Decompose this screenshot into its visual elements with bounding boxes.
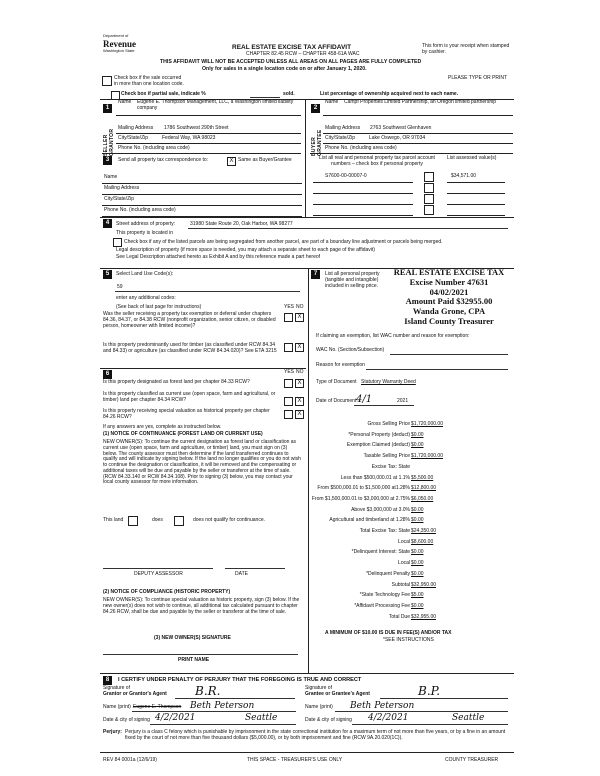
logo-dept: Department of	[103, 33, 129, 38]
additional-codes: enter any additional codes:	[116, 295, 176, 301]
multi-location-text: Check box if the sale occurred in more than one location code.	[114, 75, 184, 87]
doc-date-year: 2021	[397, 398, 409, 404]
seller-mail-label: Mailing Address	[118, 125, 154, 131]
does-not-checkbox[interactable]	[174, 516, 184, 526]
tax-row-value: $1,720,000.00	[411, 453, 443, 460]
buyer-name: Campf Properties Limited Partnership, an Oregon limited partnership	[344, 99, 497, 105]
seller-side-label: SELLER GRANTOR	[103, 128, 115, 156]
tax-row-value: $5.00	[411, 592, 424, 599]
grantor-date-city-label: Date & city of signing	[103, 717, 150, 723]
new-owner-sig: (3) NEW OWNER(S) SIGNATURE	[154, 635, 231, 641]
s6-q3: Is this property receiving special valuation as historical property per chapter 84.26 RCW?	[103, 408, 270, 420]
tax-row-value: $6,050.00	[411, 495, 434, 502]
tax-row-label: Exemption Claimed (deduct)	[346, 442, 410, 449]
tax-row-label: *Personal Property (deduct)	[348, 431, 410, 438]
grantor-city: Seattle	[245, 713, 278, 723]
s6-q3-no[interactable]: X	[295, 410, 304, 419]
legal-description: Legal description of property (if more space is needed, you may attach a separate sheet to each page of the affidavit)	[116, 247, 375, 253]
s6-q3-yes[interactable]	[284, 410, 293, 419]
seller-phone-label: Phone No. (including area code)	[118, 145, 190, 151]
dor-logo	[103, 34, 136, 54]
tax-row-value: $32,950.00	[411, 581, 437, 588]
tax-row-value: $0.00	[411, 570, 424, 577]
tax-row-label: Agricultural and timberland at 1.28%	[329, 517, 410, 524]
tax-row-label: Total Due	[388, 613, 410, 620]
grantor-name-label: Name (print)	[103, 704, 131, 710]
does-label: does	[152, 517, 163, 523]
grantor-name-struck: Eugene E. Thompson	[133, 704, 182, 710]
grantee-city: Seattle	[452, 713, 485, 723]
send-correspondence-check[interactable]: X	[227, 157, 236, 166]
grantee-date: 4/2/2021	[368, 713, 409, 723]
list-pct-text: List percentage of ownership acquired next to each name.	[320, 91, 459, 97]
section-5-badge: 5	[103, 270, 112, 279]
treasurer-use-only: THIS SPACE - TREASURER'S USE ONLY	[247, 757, 343, 763]
tax-row-value: $0.00	[411, 560, 424, 567]
tax-row-value: $24,350.00	[411, 528, 437, 534]
grantee-signature[interactable]: B.P.	[418, 684, 441, 698]
only-for-text: Only for sales in a single location code on or after January 1, 2020.	[202, 66, 367, 72]
assessed-value: $34,571.00	[451, 173, 477, 179]
parcel-number: S7600-00-00007-0	[325, 173, 367, 179]
tax-row-label: *Delinquent Interest: State	[351, 549, 410, 556]
form-number: REV 84 0001a (12/6/19)	[103, 757, 157, 763]
reason-label: Reason for exemption	[316, 362, 365, 368]
corr-phone-label: Phone No. (including area code)	[104, 207, 176, 213]
tax-row-value: $5,500.00	[411, 474, 434, 481]
s5-no: NO	[296, 304, 304, 310]
parcel-header: List all real and personal property tax parcel account numbers – check box if personal property	[319, 155, 435, 167]
tax-row-label: Less than $500,000.01 at 1.1%	[340, 474, 410, 481]
s5-q1-yes[interactable]	[284, 313, 293, 322]
grantee-agent-label: Grantee or Grantee's Agent	[305, 691, 370, 697]
street-label: Street address of property:	[116, 221, 176, 227]
tax-row-value: $12,800.00	[411, 485, 437, 492]
s5-q2: Is this property predominantly used for timber (as classified under RCW 84.34 and 84.33) or agriculture (as classified under RCW 84.34.020)? See ETA 3215	[103, 342, 277, 354]
s5-q1: Was the seller receiving a property tax exemption or deferral under chapters 84.36, 84.37, or 84.38 RCW (nonprofit organization, senior citizen, or disabled person, homeowner with limited income)?	[103, 311, 276, 329]
grantor-signature[interactable]: B.R.	[195, 684, 221, 698]
notice1-body: NEW OWNER(S): To continue the current designation as forest land or classification as current use (open space, farm and agriculture, or timber) land, you must sign on (3) below. The county assessor must then determine if the land transferred continues to qualify and will indicate by signing below. If the land no longer qualifies or you do not wish to continue the designation or classification, it will be removed and the compensating or additional taxes will be due and payable by the seller or transferor at the time of sale. (RCW 84.33.140 or RCW 84.34.108). Prior to signing (3) below, you may contact your local county assessor for more information.	[103, 439, 301, 486]
buyer-mail-label: Mailing Address	[325, 125, 361, 131]
this-land: This land	[103, 517, 124, 523]
seller-mail: 1786 Southwest 290th Street	[164, 125, 229, 131]
grantee-name-label: Name (print)	[305, 704, 333, 710]
treasurer-stamp: REAL ESTATE EXCISE TAX Excise Number 47631 04/02/2021 Amount Paid $32955.00 Wanda Grone, CPA Island County Treasurer	[393, 267, 505, 326]
section-7-badge: 7	[311, 270, 320, 279]
s5-q2-yes[interactable]	[284, 343, 293, 352]
section-4-badge: 4	[103, 219, 112, 228]
s5-q2-no[interactable]: X	[295, 343, 304, 352]
buyer-mail: 2763 Southwest Glenhaven	[370, 125, 432, 131]
wac-label: WAC No. (Section/Subsection)	[316, 347, 385, 353]
s6-q2: Is this property classified as current use (open space, farm and agricultural, or timber) land per chapter 84.34 RCW?	[103, 391, 276, 403]
tax-row-value: $0.00	[411, 602, 424, 609]
doc-date-label: Date of Document	[316, 398, 357, 404]
segregated-text: Check box if any of the listed parcels are being segregated from another parcel, are part of a boundary line adjustment or parcels being merged.	[124, 239, 443, 245]
seller-name-label: Name	[118, 99, 132, 105]
buyer-city: Lake Oswego, OR 97034	[369, 135, 426, 141]
buyer-side-label: BUYER GRANTEE	[311, 129, 323, 156]
tax-row-label: Excise Tax: State	[371, 463, 410, 470]
tax-row-value: $32,955.00	[411, 613, 437, 620]
receipt-note: This form is your receipt when stamped by cashier.	[422, 43, 510, 55]
doc-type-label: Type of Document	[316, 379, 357, 385]
tax-row-value: $0.00	[411, 549, 424, 556]
perjury-label: Perjury:	[103, 729, 122, 735]
parcel-checkbox-4[interactable]	[424, 205, 434, 215]
form-chapter: CHAPTER 82.45 RCW – CHAPTER 458-61A WAC	[246, 51, 360, 57]
print-name: PRINT NAME	[178, 657, 210, 663]
does-not-label: does not qualify for continuance.	[193, 517, 265, 523]
notice2-body: NEW OWNER(S): To continue special valuation as historic property, sign (3) below. If the new owner(s) does not wish to continue, all additional tax calculated pursuant to chapter 84.26 RCW, shall be due and payable by the seller or transferor at the time of sale.	[103, 597, 300, 615]
s5-q1-no[interactable]: X	[295, 313, 304, 322]
section-3-badge: 3	[103, 156, 112, 165]
tax-row-value: $0.00	[411, 431, 424, 438]
tax-row-label: Subtotal	[391, 581, 410, 588]
perjury-text: Perjury is a class C felony which is punishable by imprisonment in the state correctional institution for a maximum term of not more than five years, or by a fine in an amount fixed by the court of not more than five thousand dollars ($5,000.00), or by both imprisonment and fine (RCW 9A.20.020(1C)).	[125, 729, 506, 741]
corr-city-label: City/State/Zip	[104, 196, 135, 202]
tax-row-label: Above $3,000,000 at 3.0%	[351, 506, 410, 513]
partial-sale-text: Check box if partial sale, indicate %	[121, 91, 206, 97]
multi-location-checkbox[interactable]	[102, 76, 112, 86]
claiming-exemption: If claiming an exemption, list WAC number and reason for exemption:	[316, 333, 470, 339]
parcel-checkbox-2[interactable]	[424, 183, 434, 193]
see-back: (See back of last page for instructions)	[116, 304, 202, 310]
tax-row-label: *Affidavit Processing Fee	[354, 602, 410, 609]
tax-row-value: $0.00	[411, 442, 424, 449]
tax-row-label: Taxable Selling Price	[363, 453, 410, 460]
send-correspondence-text: Send all property tax correspondence to:	[118, 157, 209, 163]
tax-row-label: Local	[398, 538, 410, 545]
land-use-code: 59	[117, 284, 123, 290]
certify-text: I CERTIFY UNDER PENALTY OF PERJURY THAT THE FOREGOING IS TRUE AND CORRECT	[118, 677, 362, 683]
corr-name-label: Name	[104, 174, 118, 180]
seller-city: Federal Way, WA 98023	[162, 135, 216, 141]
list-personal-property: List all personal property (tangible and intangible) included in selling price.	[325, 271, 380, 289]
grantor-agent-label: Grantor or Grantor's Agent	[103, 691, 167, 697]
please-type: PLEASE TYPE OR PRINT	[448, 75, 508, 81]
s6-yes: YES	[284, 369, 295, 375]
see-instructions: *SEE INSTRUCTIONS	[383, 637, 434, 643]
located-in: This property is located in	[116, 230, 173, 236]
s6-q1-yes[interactable]	[284, 379, 293, 388]
partial-pct-line[interactable]	[250, 97, 280, 98]
partial-sold: sold.	[283, 91, 295, 97]
grantor-date: 4/2/2021	[155, 713, 196, 723]
assessed-header: List assessed value(s)	[447, 155, 497, 161]
deputy-assessor: DEPUTY ASSESSOR	[134, 571, 183, 577]
tax-row-label: Total Excise Tax: State	[359, 528, 410, 534]
section-6-badge: 6	[103, 370, 112, 379]
section-1-badge: 1	[103, 104, 112, 113]
tax-row-value: $0.00	[411, 506, 424, 513]
warning-text: THIS AFFIDAVIT WILL NOT BE ACCEPTED UNLESS ALL AREAS ON ALL PAGES ARE FULLY COMPLETED	[160, 59, 422, 65]
form-title: REAL ESTATE EXCISE TAX AFFIDAVIT	[232, 44, 352, 51]
grantee-name-print: Beth Peterson	[350, 701, 415, 711]
doc-date-handwritten: 4/1	[356, 394, 373, 405]
parcel-personal-checkbox[interactable]	[424, 172, 434, 182]
tax-row-label: From $500,000.01 to $1,500,000 at1.28%	[317, 485, 410, 492]
s6-q2-yes[interactable]	[284, 397, 293, 406]
does-checkbox[interactable]	[128, 516, 138, 526]
tax-row-value: $0.00	[411, 517, 424, 524]
assessor-date: DATE	[235, 571, 248, 577]
s6-no: NO	[296, 369, 304, 375]
s5-yes: YES	[284, 304, 295, 310]
doc-type: Statutory Warranty Deed	[361, 379, 416, 385]
seller-name: Eugene E. Thompson Management, LLC, a Washington limited liability company	[137, 99, 294, 111]
logo-state: Washington State	[103, 47, 135, 53]
buyer-city-label: City/State/Zip	[325, 135, 356, 141]
grantor-sig-of: Signature of	[103, 685, 130, 691]
notice2-title: (2) NOTICE OF COMPLIANCE (HISTORIC PROPERTY)	[103, 589, 231, 595]
minimum-due: A MINIMUM OF $10.00 IS DUE IN FEE(S) AND/OR TAX	[325, 630, 452, 636]
tax-row-value: $8,600.00	[411, 538, 434, 545]
buyer-phone-label: Phone No. (including area code)	[325, 145, 397, 151]
tax-row-label: *State Technology Fee	[359, 592, 410, 599]
grantee-date-city-label: Date & city of signing	[305, 717, 352, 723]
s6-q2-no[interactable]: X	[295, 397, 304, 406]
logo-name: Revenue	[103, 38, 136, 49]
tax-row-label: Gross Selling Price	[367, 421, 410, 427]
land-use-label: Select Land Use Code(s):	[116, 271, 174, 277]
street-address: 31980 State Route 20, Oak Harbor, WA 98277	[190, 221, 293, 227]
buyer-name-label: Name	[325, 99, 339, 105]
tax-row-label: *Delinquent Penalty	[366, 570, 410, 577]
tax-row-label: From $1,500,000.01 to $3,000,000 at 2.75%	[311, 495, 410, 502]
seller-city-label: City/State/Zip	[118, 135, 149, 141]
s6-q1: Is this property designated as forest land per chapter 84.33 RCW?	[103, 379, 250, 385]
if-any-yes: If any answers are yes, complete as instructed below.	[103, 424, 222, 430]
grantee-sig-of: Signature of	[305, 685, 332, 691]
tax-row-value: $1,720,000.00	[411, 421, 443, 427]
multi-location-row	[102, 76, 112, 86]
parcel-checkbox-3[interactable]	[424, 194, 434, 204]
notice1-title: (1) NOTICE OF CONTINUANCE (FOREST LAND OR CURRENT USE)	[103, 431, 263, 437]
county-treasurer: COUNTY TREASURER	[445, 757, 499, 763]
same-as-buyer: Same as Buyer/Grantee	[238, 157, 292, 163]
section-2-badge: 2	[311, 104, 320, 113]
tax-row-label: Local	[398, 560, 410, 567]
grantor-name-print: Beth Peterson	[190, 701, 255, 711]
segregated-checkbox[interactable]	[113, 238, 122, 247]
s6-q1-no[interactable]: X	[295, 379, 304, 388]
corr-mail-label: Mailing Address	[104, 185, 140, 191]
exhibit-text: See Legal Description attached hereto as Exhibit A and by this reference made a part hereof	[116, 254, 321, 260]
section-8-badge: 8	[103, 676, 112, 685]
